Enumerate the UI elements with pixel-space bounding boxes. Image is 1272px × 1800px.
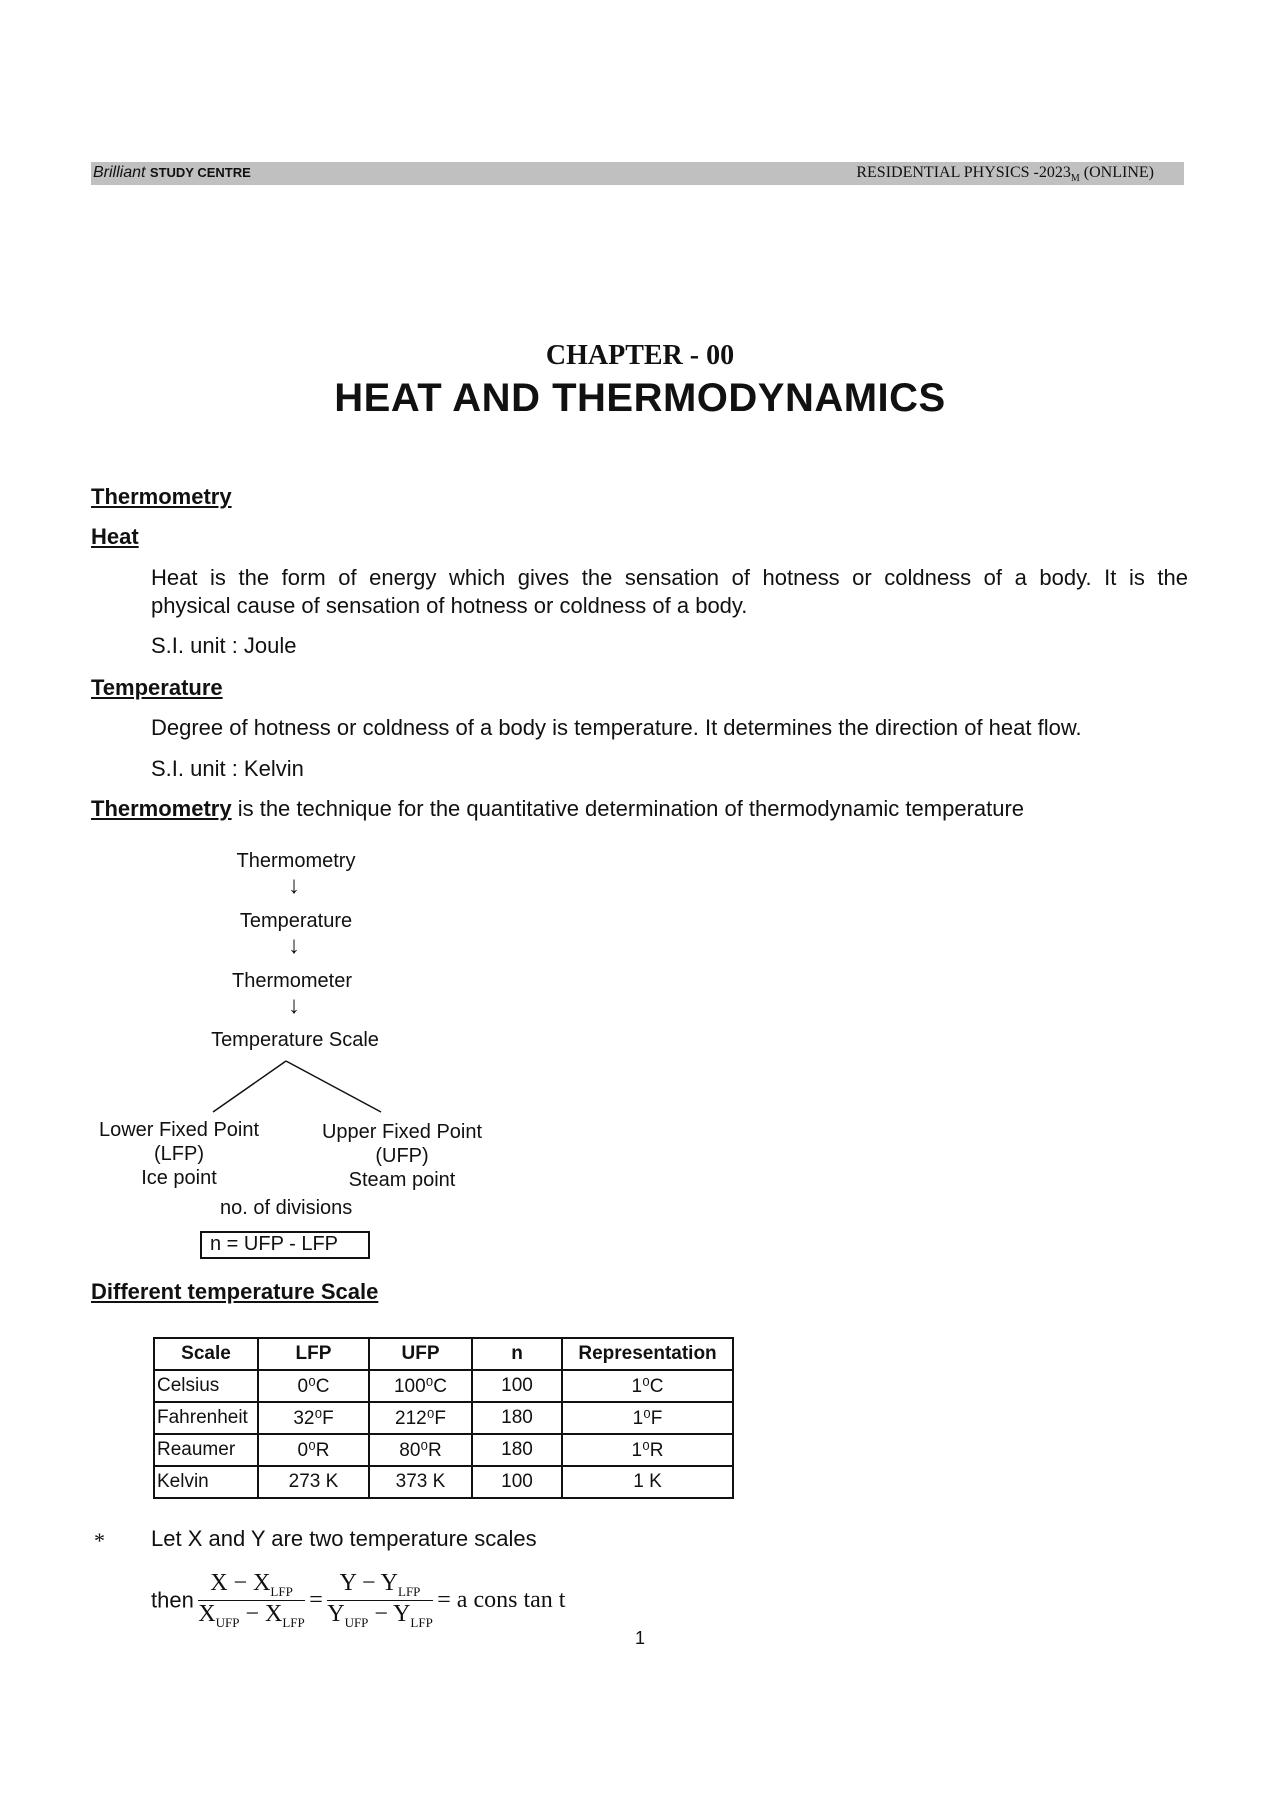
heading-thermometry: Thermometry — [91, 484, 232, 509]
cell: 100 — [472, 1466, 562, 1498]
ufp-abbr: (UFP) — [375, 1145, 429, 1167]
course-sub: M — [1070, 173, 1080, 185]
flow-step: Thermometer — [231, 970, 353, 992]
cell: 32⁰F — [258, 1402, 369, 1434]
lfp-desc: Ice point — [141, 1167, 217, 1189]
heading-heat: Heat — [91, 524, 139, 549]
col-header: Representation — [562, 1338, 733, 1370]
cell: 0⁰C — [258, 1370, 369, 1402]
note-text: Let X and Y are two temperature scales — [151, 1526, 537, 1551]
thermometry-def-text: is the technique for the quantitative determination of thermodynamic temperature — [231, 796, 1025, 821]
cell: 180 — [472, 1434, 562, 1466]
brand-italic: Brilliant — [93, 164, 146, 181]
heading-scales: Different temperature Scale — [91, 1279, 379, 1304]
cell: 100 — [472, 1370, 562, 1402]
table-row — [154, 1402, 733, 1434]
cell: 212⁰F — [369, 1402, 472, 1434]
col-header: LFP — [258, 1338, 369, 1370]
cell: 373 K — [369, 1466, 472, 1498]
constant-text: = a cons tan t — [437, 1586, 566, 1613]
chapter-number: CHAPTER - 00 — [545, 340, 735, 371]
heat-line-2: physical cause of sensation of hotness or coldness of a body. — [151, 593, 748, 618]
flow-step: Temperature Scale — [211, 1029, 379, 1051]
bullet-star: * — [94, 1528, 105, 1553]
then-label: then — [151, 1587, 194, 1613]
flow-step: Thermometry — [236, 850, 356, 872]
flow-step: Temperature — [239, 910, 353, 932]
table-row — [154, 1466, 733, 1498]
upper-fixed-point — [322, 1120, 482, 1192]
col-header: Scale — [154, 1338, 258, 1370]
ufp-label: Upper Fixed Point — [321, 1121, 483, 1143]
cell: 1⁰C — [562, 1370, 733, 1402]
page-number: 1 — [635, 1628, 646, 1648]
cell: 273 K — [258, 1466, 369, 1498]
cell: 100⁰C — [369, 1370, 472, 1402]
course: RESIDENTIAL PHYSICS -2023 — [856, 164, 1071, 181]
arrow-down-icon: ↓ — [288, 872, 300, 899]
cell: 0⁰R — [258, 1434, 369, 1466]
temperature-text: Degree of hotness or coldness of a body is temperature. It determines the direction of heat flow. — [151, 715, 1082, 740]
table-header-row — [154, 1338, 733, 1370]
cell: 1 K — [562, 1466, 733, 1498]
course-suffix: (ONLINE) — [1083, 164, 1154, 181]
table-row — [154, 1370, 733, 1402]
arrow-down-icon: ↓ — [288, 992, 300, 1019]
arrow-down-icon: ↓ — [288, 932, 300, 959]
cell: 1⁰R — [562, 1434, 733, 1466]
ratio-formula: then $\frac{X - X_{LFP}}{X_{UFP} - X_{LFP}}$ = $\frac{Y - Y_{LFP}}{Y_{UFP} - Y_{LFP}}$ = a cons tan t — [151, 1570, 566, 1630]
lfp-label: Lower Fixed Point — [98, 1119, 260, 1141]
cell: 80⁰R — [369, 1434, 472, 1466]
temperature-scales-table — [153, 1337, 734, 1499]
temperature-unit: S.I. unit : Kelvin — [151, 756, 304, 781]
col-header: n — [472, 1338, 562, 1370]
cell: Celsius — [154, 1370, 258, 1402]
cell: Kelvin — [154, 1466, 258, 1498]
chapter-title: HEAT AND THERMODYNAMICS — [334, 376, 946, 420]
divisions-label: no. of divisions — [220, 1197, 353, 1219]
heat-line-1: Heat is the form of energy which gives the sensation of hotness or coldness of a body. It is the — [151, 565, 1188, 590]
cell: Reaumer — [154, 1434, 258, 1466]
cell: 180 — [472, 1402, 562, 1434]
brand-bold: STUDY CENTRE — [149, 165, 251, 180]
cell: Fahrenheit — [154, 1402, 258, 1434]
branch-lines — [0, 0, 600, 1200]
heat-unit: S.I. unit : Joule — [151, 633, 297, 658]
table-row — [154, 1434, 733, 1466]
thermometry-term: Thermometry — [91, 796, 232, 821]
divisions-formula-box: n = UFP - LFP — [200, 1231, 370, 1259]
y-fraction: $\frac{Y - Y_{LFP}}{Y_{UFP} - Y_{LFP}}$ — [327, 1570, 433, 1630]
cell: 1⁰F — [562, 1402, 733, 1434]
x-fraction: $\frac{X - X_{LFP}}{X_{UFP} - X_{LFP}}$ — [198, 1570, 305, 1630]
lower-fixed-point — [99, 1118, 259, 1190]
lfp-abbr: (LFP) — [153, 1143, 204, 1165]
heading-temperature: Temperature — [91, 675, 223, 700]
course-title — [856, 164, 1154, 184]
ufp-desc: Steam point — [348, 1169, 456, 1191]
col-header: UFP — [369, 1338, 472, 1370]
